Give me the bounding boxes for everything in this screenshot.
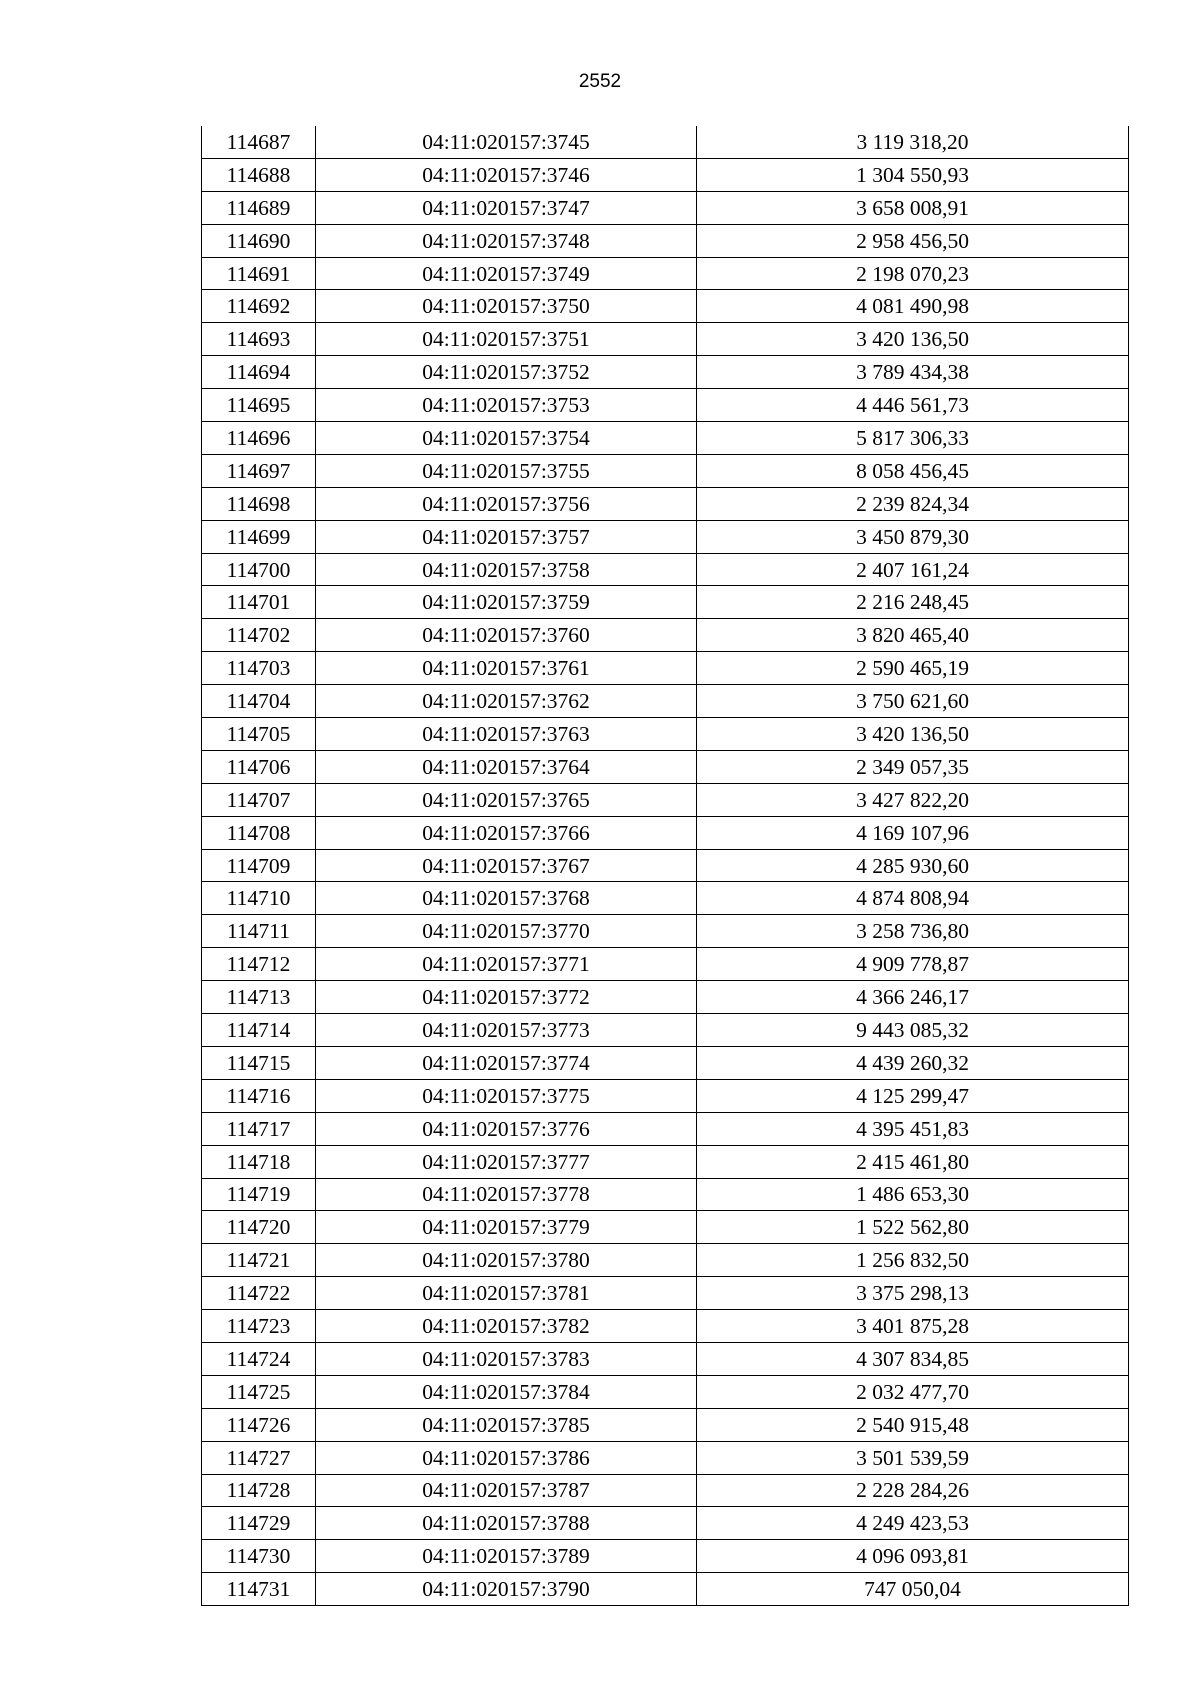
table-row (202, 1112, 1129, 1145)
cadastral-value-cell: 2 540 915,48 (697, 1408, 1129, 1441)
cadastral-number-cell: 04:11:020157:3774 (316, 1046, 697, 1079)
cadastral-number-cell: 04:11:020157:3761 (316, 652, 697, 685)
cadastral-number-cell: 04:11:020157:3783 (316, 1342, 697, 1375)
cadastral-value-cell: 1 522 562,80 (697, 1211, 1129, 1244)
table-row (202, 1375, 1129, 1408)
table-row (202, 1310, 1129, 1343)
cadastral-number-cell: 04:11:020157:3745 (316, 126, 697, 158)
cadastral-number-cell: 04:11:020157:3750 (316, 290, 697, 323)
cadastral-number-cell: 04:11:020157:3764 (316, 750, 697, 783)
table-row (202, 356, 1129, 389)
row-number-cell: 114714 (202, 1014, 316, 1047)
cadastral-value-cell: 2 032 477,70 (697, 1375, 1129, 1408)
cadastral-number-cell: 04:11:020157:3789 (316, 1540, 697, 1573)
cadastral-value-table (201, 126, 1129, 1606)
table-row (202, 981, 1129, 1014)
row-number-cell: 114711 (202, 915, 316, 948)
cadastral-number-cell: 04:11:020157:3766 (316, 816, 697, 849)
row-number-cell: 114707 (202, 783, 316, 816)
cadastral-number-cell: 04:11:020157:3781 (316, 1277, 697, 1310)
table-row (202, 290, 1129, 323)
table-row (202, 1145, 1129, 1178)
cadastral-value-cell: 3 750 621,60 (697, 685, 1129, 718)
cadastral-number-cell: 04:11:020157:3758 (316, 553, 697, 586)
table-row (202, 389, 1129, 422)
cadastral-number-cell: 04:11:020157:3770 (316, 915, 697, 948)
table-row (202, 1244, 1129, 1277)
table-row (202, 323, 1129, 356)
table-row (202, 224, 1129, 257)
table-row (202, 520, 1129, 553)
cadastral-number-cell: 04:11:020157:3759 (316, 586, 697, 619)
cadastral-value-cell: 3 420 136,50 (697, 718, 1129, 751)
cadastral-value-cell: 2 239 824,34 (697, 487, 1129, 520)
table-row (202, 422, 1129, 455)
cadastral-value-cell: 2 216 248,45 (697, 586, 1129, 619)
row-number-cell: 114696 (202, 422, 316, 455)
row-number-cell: 114727 (202, 1441, 316, 1474)
cadastral-number-cell: 04:11:020157:3748 (316, 224, 697, 257)
cadastral-number-cell: 04:11:020157:3778 (316, 1178, 697, 1211)
row-number-cell: 114716 (202, 1079, 316, 1112)
cadastral-value-cell: 4 874 808,94 (697, 882, 1129, 915)
row-number-cell: 114701 (202, 586, 316, 619)
cadastral-number-cell: 04:11:020157:3776 (316, 1112, 697, 1145)
cadastral-value-cell: 4 096 093,81 (697, 1540, 1129, 1573)
cadastral-number-cell: 04:11:020157:3763 (316, 718, 697, 751)
cadastral-number-cell: 04:11:020157:3753 (316, 389, 697, 422)
row-number-cell: 114712 (202, 948, 316, 981)
cadastral-value-cell: 3 420 136,50 (697, 323, 1129, 356)
cadastral-number-cell: 04:11:020157:3788 (316, 1507, 697, 1540)
cadastral-value-cell: 2 415 461,80 (697, 1145, 1129, 1178)
cadastral-number-cell: 04:11:020157:3760 (316, 619, 697, 652)
row-number-cell: 114688 (202, 158, 316, 191)
row-number-cell: 114718 (202, 1145, 316, 1178)
row-number-cell: 114695 (202, 389, 316, 422)
cadastral-value-cell: 3 119 318,20 (697, 126, 1129, 158)
table-row (202, 257, 1129, 290)
table-row (202, 915, 1129, 948)
table-row (202, 652, 1129, 685)
row-number-cell: 114703 (202, 652, 316, 685)
row-number-cell: 114719 (202, 1178, 316, 1211)
row-number-cell: 114731 (202, 1573, 316, 1606)
table-row (202, 1079, 1129, 1112)
cadastral-value-cell: 8 058 456,45 (697, 454, 1129, 487)
cadastral-value-cell: 4 307 834,85 (697, 1342, 1129, 1375)
row-number-cell: 114720 (202, 1211, 316, 1244)
cadastral-number-cell: 04:11:020157:3762 (316, 685, 697, 718)
cadastral-number-cell: 04:11:020157:3756 (316, 487, 697, 520)
table-row (202, 1408, 1129, 1441)
row-number-cell: 114713 (202, 981, 316, 1014)
cadastral-number-cell: 04:11:020157:3771 (316, 948, 697, 981)
cadastral-value-cell: 2 958 456,50 (697, 224, 1129, 257)
table-row (202, 783, 1129, 816)
cadastral-value-cell: 1 486 653,30 (697, 1178, 1129, 1211)
cadastral-number-cell: 04:11:020157:3777 (316, 1145, 697, 1178)
table-row (202, 816, 1129, 849)
table-row (202, 1211, 1129, 1244)
row-number-cell: 114702 (202, 619, 316, 652)
row-number-cell: 114729 (202, 1507, 316, 1540)
table-row (202, 487, 1129, 520)
table-row (202, 685, 1129, 718)
cadastral-number-cell: 04:11:020157:3773 (316, 1014, 697, 1047)
cadastral-value-cell: 4 909 778,87 (697, 948, 1129, 981)
cadastral-value-cell: 2 198 070,23 (697, 257, 1129, 290)
cadastral-number-cell: 04:11:020157:3772 (316, 981, 697, 1014)
cadastral-value-cell: 2 349 057,35 (697, 750, 1129, 783)
table-row (202, 191, 1129, 224)
cadastral-number-cell: 04:11:020157:3784 (316, 1375, 697, 1408)
table-row (202, 158, 1129, 191)
cadastral-number-cell: 04:11:020157:3746 (316, 158, 697, 191)
row-number-cell: 114725 (202, 1375, 316, 1408)
row-number-cell: 114728 (202, 1474, 316, 1507)
table-row (202, 586, 1129, 619)
cadastral-value-cell: 1 304 550,93 (697, 158, 1129, 191)
cadastral-value-cell: 3 375 298,13 (697, 1277, 1129, 1310)
page-number: 2552 (578, 71, 622, 92)
cadastral-value-cell: 3 401 875,28 (697, 1310, 1129, 1343)
row-number-cell: 114730 (202, 1540, 316, 1573)
table-row (202, 1573, 1129, 1606)
row-number-cell: 114706 (202, 750, 316, 783)
cadastral-number-cell: 04:11:020157:3785 (316, 1408, 697, 1441)
row-number-cell: 114709 (202, 849, 316, 882)
cadastral-number-cell: 04:11:020157:3787 (316, 1474, 697, 1507)
cadastral-value-cell: 2 228 284,26 (697, 1474, 1129, 1507)
cadastral-value-cell: 3 450 879,30 (697, 520, 1129, 553)
row-number-cell: 114708 (202, 816, 316, 849)
cadastral-number-cell: 04:11:020157:3782 (316, 1310, 697, 1343)
row-number-cell: 114723 (202, 1310, 316, 1343)
table-row (202, 1342, 1129, 1375)
table-row (202, 882, 1129, 915)
cadastral-value-cell: 3 820 465,40 (697, 619, 1129, 652)
cadastral-number-cell: 04:11:020157:3751 (316, 323, 697, 356)
row-number-cell: 114699 (202, 520, 316, 553)
cadastral-number-cell: 04:11:020157:3779 (316, 1211, 697, 1244)
table-row (202, 553, 1129, 586)
table-row (202, 849, 1129, 882)
table-row (202, 1178, 1129, 1211)
cadastral-number-cell: 04:11:020157:3765 (316, 783, 697, 816)
row-number-cell: 114705 (202, 718, 316, 751)
cadastral-number-cell: 04:11:020157:3775 (316, 1079, 697, 1112)
row-number-cell: 114694 (202, 356, 316, 389)
row-number-cell: 114689 (202, 191, 316, 224)
table-row (202, 454, 1129, 487)
table-row (202, 1507, 1129, 1540)
table-row (202, 619, 1129, 652)
cadastral-value-cell: 3 501 539,59 (697, 1441, 1129, 1474)
cadastral-value-cell: 4 395 451,83 (697, 1112, 1129, 1145)
table-body (202, 126, 1129, 1606)
cadastral-value-cell: 3 789 434,38 (697, 356, 1129, 389)
cadastral-value-cell: 2 590 465,19 (697, 652, 1129, 685)
cadastral-value-cell: 1 256 832,50 (697, 1244, 1129, 1277)
cadastral-value-cell: 747 050,04 (697, 1573, 1129, 1606)
row-number-cell: 114698 (202, 487, 316, 520)
cadastral-value-cell: 5 817 306,33 (697, 422, 1129, 455)
cadastral-number-cell: 04:11:020157:3754 (316, 422, 697, 455)
row-number-cell: 114693 (202, 323, 316, 356)
cadastral-value-cell: 3 258 736,80 (697, 915, 1129, 948)
cadastral-value-cell: 4 081 490,98 (697, 290, 1129, 323)
row-number-cell: 114687 (202, 126, 316, 158)
table-row (202, 126, 1129, 158)
cadastral-number-cell: 04:11:020157:3757 (316, 520, 697, 553)
cadastral-number-cell: 04:11:020157:3780 (316, 1244, 697, 1277)
cadastral-value-cell: 9 443 085,32 (697, 1014, 1129, 1047)
table-row (202, 1441, 1129, 1474)
row-number-cell: 114704 (202, 685, 316, 718)
cadastral-value-cell: 4 446 561,73 (697, 389, 1129, 422)
cadastral-number-cell: 04:11:020157:3752 (316, 356, 697, 389)
cadastral-number-cell: 04:11:020157:3767 (316, 849, 697, 882)
row-number-cell: 114726 (202, 1408, 316, 1441)
row-number-cell: 114697 (202, 454, 316, 487)
cadastral-value-cell: 3 427 822,20 (697, 783, 1129, 816)
row-number-cell: 114717 (202, 1112, 316, 1145)
row-number-cell: 114721 (202, 1244, 316, 1277)
row-number-cell: 114724 (202, 1342, 316, 1375)
row-number-cell: 114700 (202, 553, 316, 586)
row-number-cell: 114690 (202, 224, 316, 257)
table-row (202, 750, 1129, 783)
cadastral-value-cell: 4 439 260,32 (697, 1046, 1129, 1079)
table-row (202, 1014, 1129, 1047)
row-number-cell: 114722 (202, 1277, 316, 1310)
cadastral-number-cell: 04:11:020157:3747 (316, 191, 697, 224)
row-number-cell: 114692 (202, 290, 316, 323)
cadastral-value-cell: 4 169 107,96 (697, 816, 1129, 849)
cadastral-number-cell: 04:11:020157:3755 (316, 454, 697, 487)
table-row (202, 1540, 1129, 1573)
row-number-cell: 114691 (202, 257, 316, 290)
cadastral-number-cell: 04:11:020157:3786 (316, 1441, 697, 1474)
row-number-cell: 114715 (202, 1046, 316, 1079)
cadastral-value-cell: 3 658 008,91 (697, 191, 1129, 224)
cadastral-value-cell: 4 249 423,53 (697, 1507, 1129, 1540)
table-row (202, 718, 1129, 751)
table-row (202, 1474, 1129, 1507)
table-row (202, 948, 1129, 981)
cadastral-number-cell: 04:11:020157:3768 (316, 882, 697, 915)
table-row (202, 1046, 1129, 1079)
cadastral-value-cell: 4 285 930,60 (697, 849, 1129, 882)
table-row (202, 1277, 1129, 1310)
row-number-cell: 114710 (202, 882, 316, 915)
cadastral-value-cell: 4 366 246,17 (697, 981, 1129, 1014)
cadastral-number-cell: 04:11:020157:3790 (316, 1573, 697, 1606)
cadastral-number-cell: 04:11:020157:3749 (316, 257, 697, 290)
cadastral-value-cell: 2 407 161,24 (697, 553, 1129, 586)
cadastral-value-cell: 4 125 299,47 (697, 1079, 1129, 1112)
